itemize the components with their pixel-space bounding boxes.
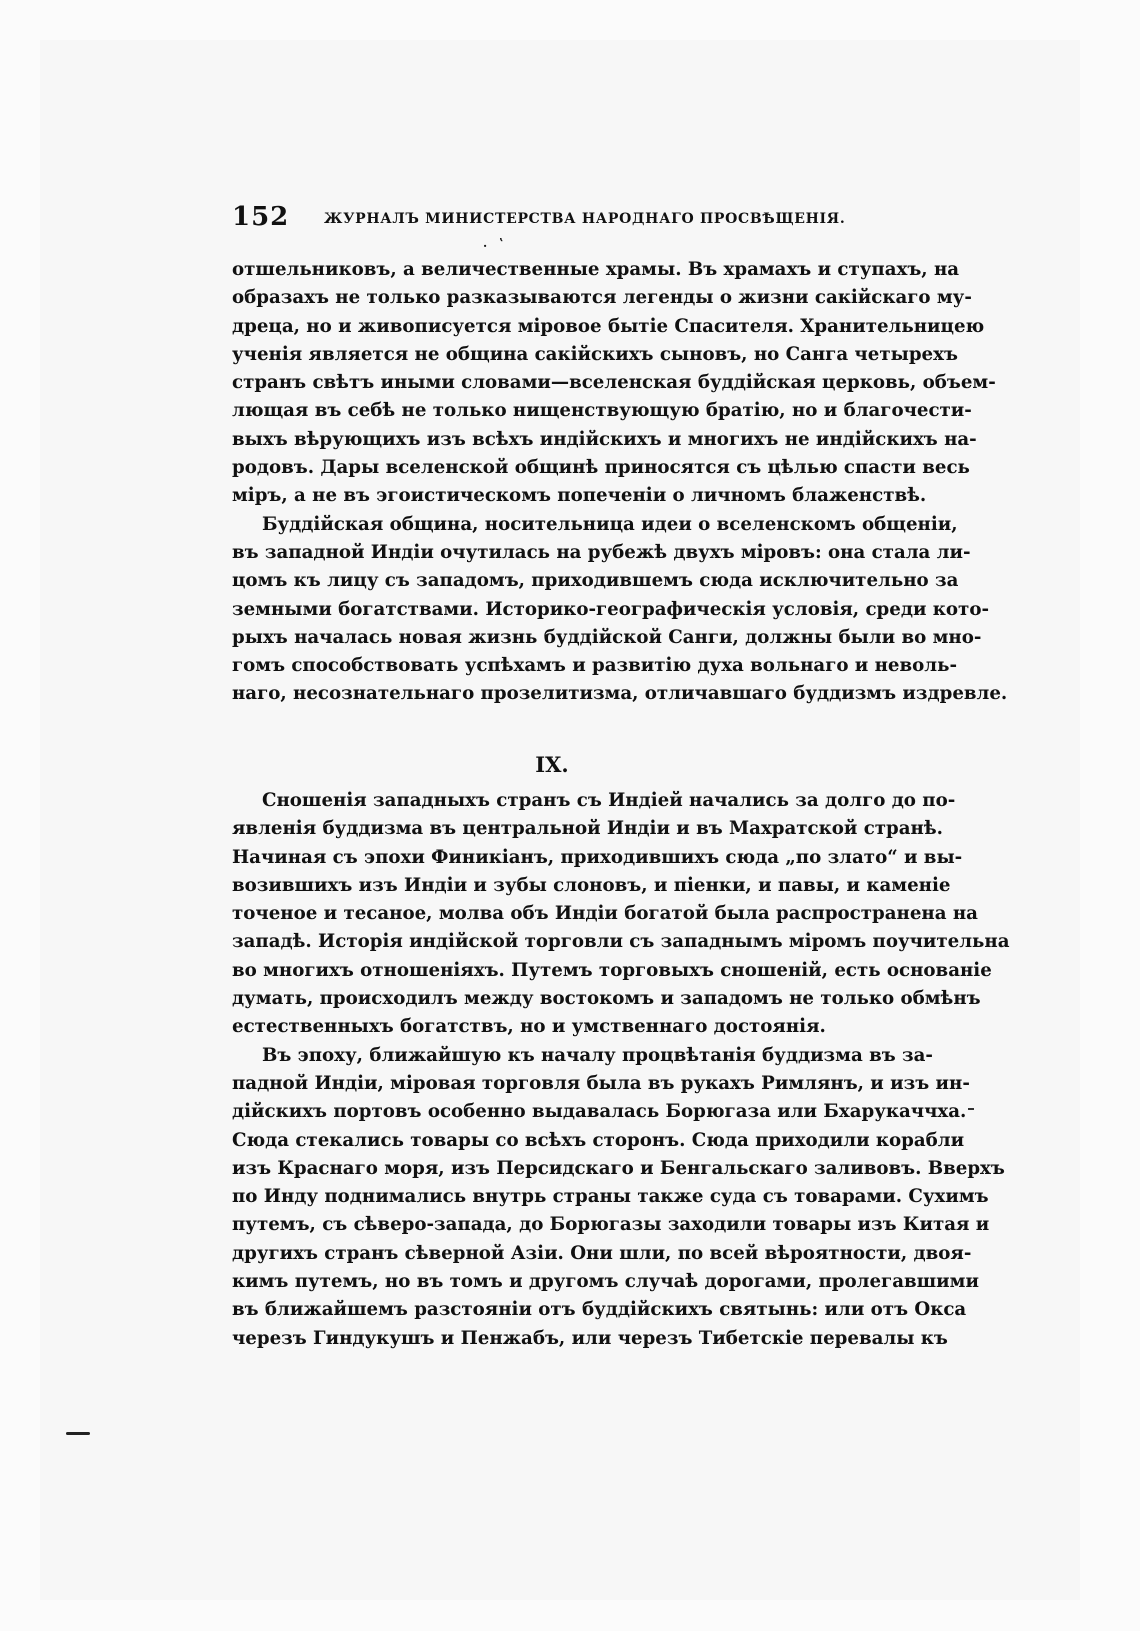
text-line: отшельниковъ, а величественные храмы. Въ храмахъ и ступахъ, на bbox=[232, 259, 960, 280]
text-line: наго, несознательнаго прозелитизма, отличавшаго буддизмъ издревле. bbox=[232, 683, 1008, 705]
text-line: изъ Краснаго моря, изъ Персидскаго и Бенгальскаго заливовъ. Вверхъ bbox=[232, 1157, 1005, 1179]
paragraph bbox=[232, 787, 1010, 1042]
text-line: рыхъ началась новая жизнь буддійской Санги, должны были во мно- bbox=[232, 626, 982, 648]
text-line: естественныхъ богатствъ, но и умственнаго достоянія. bbox=[232, 1016, 826, 1038]
text-line: явленія буддизма въ центральной Индіи и въ Махратской странѣ. bbox=[232, 818, 943, 840]
text-line: въ западной Индіи очутилась на рубежѣ двухъ міровъ: она стала ли- bbox=[232, 541, 971, 563]
section-heading: IX. bbox=[535, 752, 569, 777]
text-line: возившихъ изъ Индіи и зубы слоновъ, и піенки, и павы, и каменіе bbox=[232, 874, 951, 896]
text-line: цомъ къ лицу съ западомъ, приходившемъ сюда исключительно за bbox=[232, 570, 959, 592]
text-line: падной Индіи, міровая торговля была въ рукахъ Римлянъ, и изъ ин- bbox=[232, 1072, 970, 1094]
text-line: Въ эпоху, ближайшую къ началу процвѣтанія буддизма въ за- bbox=[262, 1044, 933, 1066]
stray-ink-mark bbox=[968, 1108, 974, 1110]
text-line: Буддійская община, носительница идеи о вселенскомъ общеніи, bbox=[262, 513, 958, 535]
text-line: Сношенія западныхъ странъ съ Индіей начались за долго до по- bbox=[262, 790, 956, 811]
paragraph bbox=[232, 256, 996, 511]
text-line: странъ свѣтъ иными словами—вселенская буддійская церковь, объем- bbox=[232, 372, 996, 394]
text-line: западѣ. Исторія индійской торговли съ западнымъ міромъ поучительна bbox=[232, 931, 1010, 953]
text-line: точеное и тесаное, молва объ Индіи богатой была распространена на bbox=[232, 903, 978, 925]
page-number: 152 bbox=[232, 202, 290, 232]
text-line: по Инду поднимались внутрь страны также суда съ товарами. Сухимъ bbox=[232, 1186, 989, 1208]
text-line: родовъ. Дары вселенской общинѣ приносятся съ цѣлью спасти весь bbox=[232, 457, 970, 479]
text-line: лющая въ себѣ не только нищенствующую братію, но и благочести- bbox=[232, 400, 972, 422]
text-block-before-heading bbox=[232, 256, 1008, 709]
text-line: ученія является не община сакійскихъ сыновъ, но Санга четырехъ bbox=[232, 343, 958, 365]
text-line: дійскихъ портовъ особенно выдавалась Борюгаза или Бхарукаччха. bbox=[232, 1101, 967, 1123]
text-line: въ ближайшемъ разстояніи отъ буддійскихъ святынь: или отъ Окса bbox=[232, 1299, 967, 1321]
text-line: другихъ странъ сѣверной Азіи. Они шли, по всей вѣроятности, двоя- bbox=[232, 1242, 972, 1264]
text-line: путемъ, съ сѣверо-запада, до Борюгазы заходили товары изъ Китая и bbox=[232, 1214, 990, 1236]
text-line: гомъ способствовать успѣхамъ и развитію духа вольнаго и неволь- bbox=[232, 655, 957, 677]
text-line: выхъ вѣрующихъ изъ всѣхъ индійскихъ и многихъ не индійскихъ на- bbox=[232, 428, 977, 450]
paragraph bbox=[232, 1042, 1005, 1353]
text-line: образахъ не только разказываются легенды о жизни сакійскаго му- bbox=[232, 287, 972, 309]
text-line: черезъ Гиндукушъ и Пенжабъ, или черезъ Тибетскіе перевалы къ bbox=[232, 1327, 948, 1349]
paragraph bbox=[232, 511, 1008, 709]
text-line: Начиная съ эпохи Финикіанъ, приходившихъ сюда „по злато“ и вы- bbox=[232, 846, 963, 868]
text-line: во многихъ отношеніяхъ. Путемъ торговыхъ сношеній, есть основаніе bbox=[232, 959, 992, 981]
text-block-after-heading bbox=[232, 787, 1010, 1353]
text-line: думать, происходилъ между востокомъ и западомъ не только обмѣнъ bbox=[232, 988, 981, 1010]
print-specks: . ‛ bbox=[483, 236, 508, 250]
running-head: ЖУРНАЛЪ МИНИСТЕРСТВА НАРОДНАГО ПРОСВѢЩЕНІЯ. bbox=[324, 211, 846, 227]
margin-dash-mark bbox=[66, 1432, 90, 1435]
text-line: міръ, а не въ эгоистическомъ попеченіи о личномъ блаженствѣ. bbox=[232, 485, 927, 507]
text-line: земными богатствами. Историко-географическія условія, среди кото- bbox=[232, 598, 989, 620]
text-line: Сюда стекались товары со всѣхъ сторонъ. Сюда приходили корабли bbox=[232, 1129, 965, 1151]
page-header bbox=[232, 202, 872, 242]
text-line: кимъ путемъ, но въ томъ и другомъ случаѣ дорогами, пролегавшими bbox=[232, 1271, 979, 1293]
text-line: дреца, но и живописуется міровое бытіе Спасителя. Хранительницею bbox=[232, 315, 985, 337]
